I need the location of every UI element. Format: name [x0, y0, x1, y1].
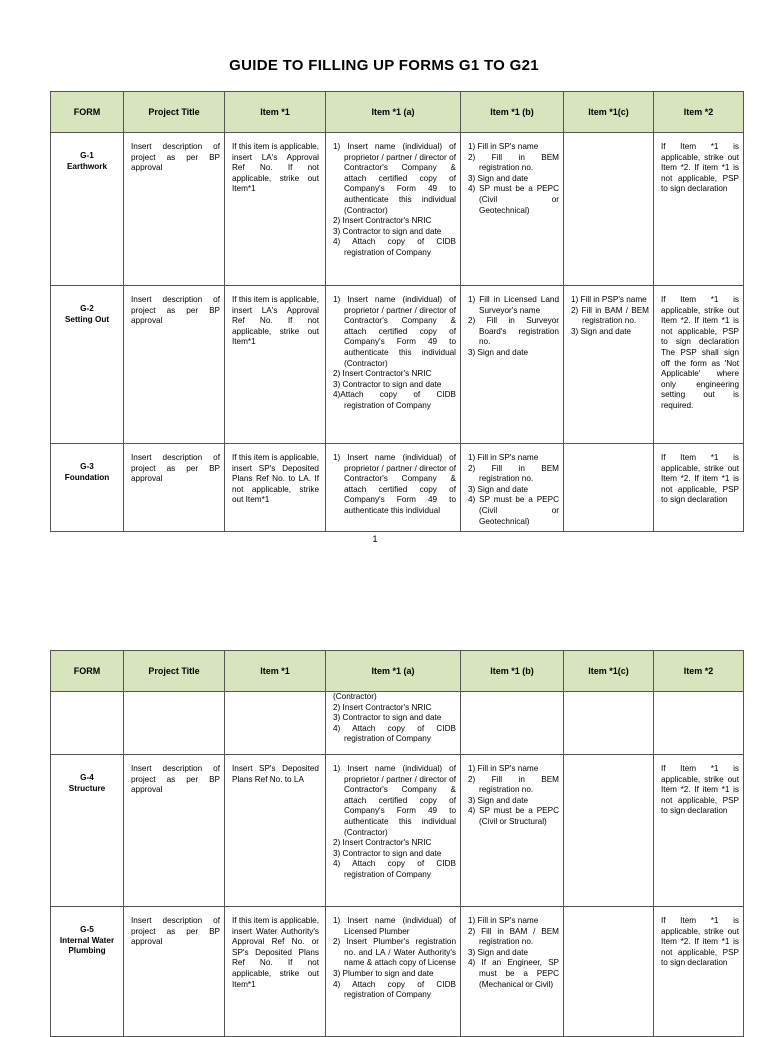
item1b-content — [461, 133, 563, 220]
forms-table-page-1 — [50, 91, 744, 532]
item2-text: If Item *1 is applicable, strike out Item *2. If item *1 is not applicable, PSP to sign declaration — [661, 916, 739, 968]
list-item: 1) Insert name (individual) of proprietor / partner / director of Contractor's Company & attach certified copy of Company's Form 49 to authenticate this individual (Contractor) — [333, 142, 456, 215]
list-item: 1) Fill in SP's name — [468, 764, 539, 773]
list-item: 3) Contractor to sign and date — [333, 379, 442, 389]
project-title-cell — [124, 907, 225, 1037]
item1a-content — [326, 755, 460, 885]
project-title-cell — [124, 755, 225, 907]
list-item: 2) Fill in BAM / BEM registration no. — [571, 305, 649, 326]
item1c-content — [564, 692, 653, 696]
item1c-content — [564, 444, 653, 457]
list-item: 4) SP must be a PEPC (Civil or Geotechnical) — [468, 184, 559, 215]
column-header: Item *1 (b) — [461, 92, 564, 133]
list-item: 2) Insert Contractor's NRIC — [333, 838, 432, 848]
list-item: 2) Insert Contractor's NRIC — [333, 702, 432, 712]
form-code: G-3 — [80, 462, 94, 471]
item-list — [468, 295, 559, 359]
list-item: 3) Sign and date — [468, 347, 529, 357]
item1a-content — [326, 444, 460, 521]
item1b-cell — [461, 692, 564, 755]
item1b-content — [461, 286, 563, 363]
form-name: Earthwork — [66, 161, 108, 171]
item1c-cell — [564, 755, 654, 907]
list-item: 2) Insert Contractor's NRIC — [333, 369, 432, 379]
project-title-cell — [124, 286, 225, 444]
list-item: 2) Fill in BAM / BEM registration no. — [468, 926, 559, 947]
item1b-content — [461, 444, 563, 531]
item1c-cell — [564, 692, 654, 755]
list-item: 4) Attach copy of CIDB registration of Company — [333, 979, 456, 1000]
item1a-cell — [326, 692, 461, 755]
project-title-text: Insert description of project as per BP approval — [131, 764, 220, 795]
list-item: 1) Fill in SP's name — [468, 142, 539, 151]
table-row — [51, 755, 744, 907]
form-cell — [51, 907, 124, 1037]
form-name: Structure — [68, 783, 106, 793]
project-title-text: Insert description of project as per BP approval — [131, 453, 220, 484]
list-item: 2) Fill in BEM registration no. — [468, 152, 559, 173]
item1-text: If this item is applicable, insert LA's Approval Ref No. If not applicable, strike out Item*1 — [232, 142, 319, 194]
column-header: Item *2 — [654, 651, 744, 692]
item1b-cell — [461, 286, 564, 444]
item2-text: If Item *1 is applicable, strike out Item *2. If item *1 is not applicable, PSP to sign declaration — [661, 453, 739, 505]
item1b-content — [461, 692, 563, 696]
list-item: 3) Sign and date — [468, 795, 529, 805]
form-code: G-5 — [80, 925, 94, 934]
column-header: Item *1(c) — [564, 651, 654, 692]
form-cell — [51, 133, 124, 286]
column-header: Item *1 (b) — [461, 651, 564, 692]
project-title-text: Insert description of project as per BP approval — [131, 142, 220, 173]
column-header: Project Title — [124, 92, 225, 133]
item1b-cell — [461, 907, 564, 1037]
table-row — [51, 692, 744, 755]
form-cell — [51, 692, 124, 755]
item1c-cell — [564, 133, 654, 286]
list-item: 3) Sign and date — [468, 484, 529, 494]
list-item: 3) Contractor to sign and date — [333, 848, 442, 858]
item2-text: If Item *1 is applicable, strike out Item *2. If item *1 is not applicable, PSP to sign declaration The PSP shall sign off the form as 'Not Applicable' where only engineering setting out is required. — [661, 295, 739, 410]
item1c-cell — [564, 907, 654, 1037]
list-item: 4)Attach copy of CIDB registration of Company — [333, 390, 456, 410]
item-list — [333, 295, 456, 412]
list-item: 1) Fill in SP's name — [468, 453, 539, 462]
item1a-content — [326, 907, 460, 1005]
item2-cell — [654, 692, 744, 755]
list-item: 1) Insert name (individual) of proprietor / partner / director of Contractor's Company & attach certified copy of Company's Form 49 to authenticate this individual (Contractor) — [333, 764, 456, 837]
item1c-content — [564, 133, 653, 146]
item1-cell — [225, 444, 326, 532]
column-header: Project Title — [124, 651, 225, 692]
item1-cell — [225, 286, 326, 444]
item-list — [333, 916, 456, 1001]
column-header: Item *1 — [225, 651, 326, 692]
table-header-row — [51, 92, 744, 133]
item-list — [571, 295, 649, 337]
list-item: 1) Fill in SP's name — [468, 916, 539, 925]
item1b-cell — [461, 133, 564, 286]
column-header: Item *1 (a) — [326, 651, 461, 692]
page-number: 1 — [372, 534, 378, 544]
list-item: 4) SP must be a PEPC (Civil or Geotechnical) — [468, 495, 559, 526]
list-item: 2) Insert Contractor's NRIC — [333, 216, 432, 226]
list-item: 1) Insert name (individual) of Licensed Plumber — [333, 916, 456, 936]
item2-cell — [654, 755, 744, 907]
form-name: Foundation — [64, 472, 110, 482]
list-item: 3) Sign and date — [468, 173, 529, 183]
form-cell — [51, 755, 124, 907]
item-list — [333, 692, 456, 745]
item1b-cell — [461, 755, 564, 907]
item1-cell — [225, 755, 326, 907]
column-header: FORM — [51, 92, 124, 133]
list-item: 1) Insert name (individual) of proprietor / partner / director of Contractor's Company & attach certified copy of Company's Form 49 to authenticate this individual — [333, 453, 456, 515]
item1a-content — [326, 692, 460, 749]
list-item: 1) Fill in PSP's name — [571, 295, 647, 304]
item1a-cell — [326, 444, 461, 532]
project-title-text: Insert description of project as per BP approval — [131, 916, 220, 947]
item2-text: If Item *1 is applicable, strike out Item *2. If item *1 is not applicable, PSP to sign declaration — [661, 142, 739, 194]
item1a-content — [326, 133, 460, 263]
list-item: 2) Insert Plumber's registration no. and LA / Water Authority's name & attach copy of License — [333, 937, 456, 968]
item-list — [468, 764, 559, 828]
item1-text: Insert SP's Deposited Plans Ref No. to LA — [232, 764, 319, 784]
form-name: Setting Out — [64, 314, 110, 324]
item2-cell — [654, 444, 744, 532]
form-code: G-2 — [80, 304, 94, 313]
item1c-content — [564, 286, 653, 341]
item1b-cell — [461, 444, 564, 532]
item1-cell — [225, 133, 326, 286]
item2-text: If Item *1 is applicable, strike out Item *2. If item *1 is not applicable, PSP to sign declaration — [661, 764, 739, 816]
item-list — [468, 453, 559, 527]
item1c-cell — [564, 444, 654, 532]
form-code: G-1 — [80, 151, 94, 160]
form-name: Internal Water Plumbing — [59, 935, 115, 956]
column-header: Item *1(c) — [564, 92, 654, 133]
item1-text: If this item is applicable, insert LA's Approval Ref No. If not applicable, strike out Item*1 — [232, 295, 319, 347]
list-item: 1) Insert name (individual) of proprietor / partner / director of Contractor's Company & attach certified copy of Company's Form 49 to authenticate this individual (Contractor) — [333, 295, 456, 368]
list-item: 3) Contractor to sign and date — [333, 226, 442, 236]
item1b-content — [461, 907, 563, 994]
list-item: 3) Plumber to sign and date — [333, 968, 434, 978]
list-item: 4) If an Engineer, SP must be a PEPC (Mechanical or Civil) — [468, 958, 559, 989]
item1-cell — [225, 907, 326, 1037]
item1a-cell — [326, 286, 461, 444]
item-list — [468, 916, 559, 990]
form-code: G-4 — [80, 773, 94, 782]
table-header-row — [51, 651, 744, 692]
list-item: 4) SP must be a PEPC (Civil or Structural) — [468, 806, 559, 826]
list-item: 4) Attach copy of CIDB registration of Company — [333, 859, 456, 879]
column-header: Item *2 — [654, 92, 744, 133]
item-list — [333, 142, 456, 259]
project-title-cell — [124, 133, 225, 286]
column-header: FORM — [51, 651, 124, 692]
table-row — [51, 133, 744, 286]
item1-text: If this item is applicable, insert Water Authority's Approval Ref No. or SP's Deposited Plans Ref No. If not applicable, strike out Item*1 — [232, 916, 319, 989]
list-item: 2) Fill in BEM registration no. — [468, 463, 559, 484]
item1-cell — [225, 692, 326, 755]
list-item: 1) Fill in Licensed Land Surveyor's name — [468, 295, 559, 315]
item1-text — [225, 692, 325, 705]
table-row — [51, 444, 744, 532]
item1a-cell — [326, 907, 461, 1037]
item2-cell — [654, 133, 744, 286]
project-title-cell — [124, 692, 225, 755]
column-header: Item *1 — [225, 92, 326, 133]
list-item: 3) Sign and date — [468, 947, 529, 957]
item1-text: If this item is applicable, insert SP's Deposited Plans Ref No. to LA. If not applicable, strike out Item*1 — [232, 453, 319, 505]
form-cell — [51, 444, 124, 532]
list-item: (Contractor) — [333, 692, 377, 701]
table-row — [51, 907, 744, 1037]
item2-text — [654, 692, 743, 705]
item1c-content — [564, 755, 653, 768]
list-item: 4) Attach copy of CIDB registration of Company — [333, 237, 456, 257]
list-item: 2) Fill in Surveyor Board's registration no. — [468, 316, 559, 347]
item2-cell — [654, 907, 744, 1037]
item2-cell — [654, 286, 744, 444]
list-item: 4) Attach copy of CIDB registration of Company — [333, 723, 456, 744]
table-row — [51, 286, 744, 444]
item1a-cell — [326, 133, 461, 286]
page-title: GUIDE TO FILLING UP FORMS G1 TO G21 — [229, 57, 539, 74]
item-list — [468, 142, 559, 216]
list-item: 3) Sign and date — [571, 326, 632, 336]
item1c-content — [564, 907, 653, 920]
project-title-text — [124, 692, 224, 705]
form-cell — [51, 286, 124, 444]
item1c-cell — [564, 286, 654, 444]
item1a-content — [326, 286, 460, 416]
list-item: 2) Fill in BEM registration no. — [468, 774, 559, 795]
forms-table-page-2 — [50, 650, 744, 1037]
project-title-text: Insert description of project as per BP approval — [131, 295, 220, 326]
item1a-cell — [326, 755, 461, 907]
column-header: Item *1 (a) — [326, 92, 461, 133]
project-title-cell — [124, 444, 225, 532]
item1b-content — [461, 755, 563, 832]
list-item: 3) Contractor to sign and date — [333, 713, 442, 723]
item-list — [333, 453, 456, 517]
item-list — [333, 764, 456, 881]
